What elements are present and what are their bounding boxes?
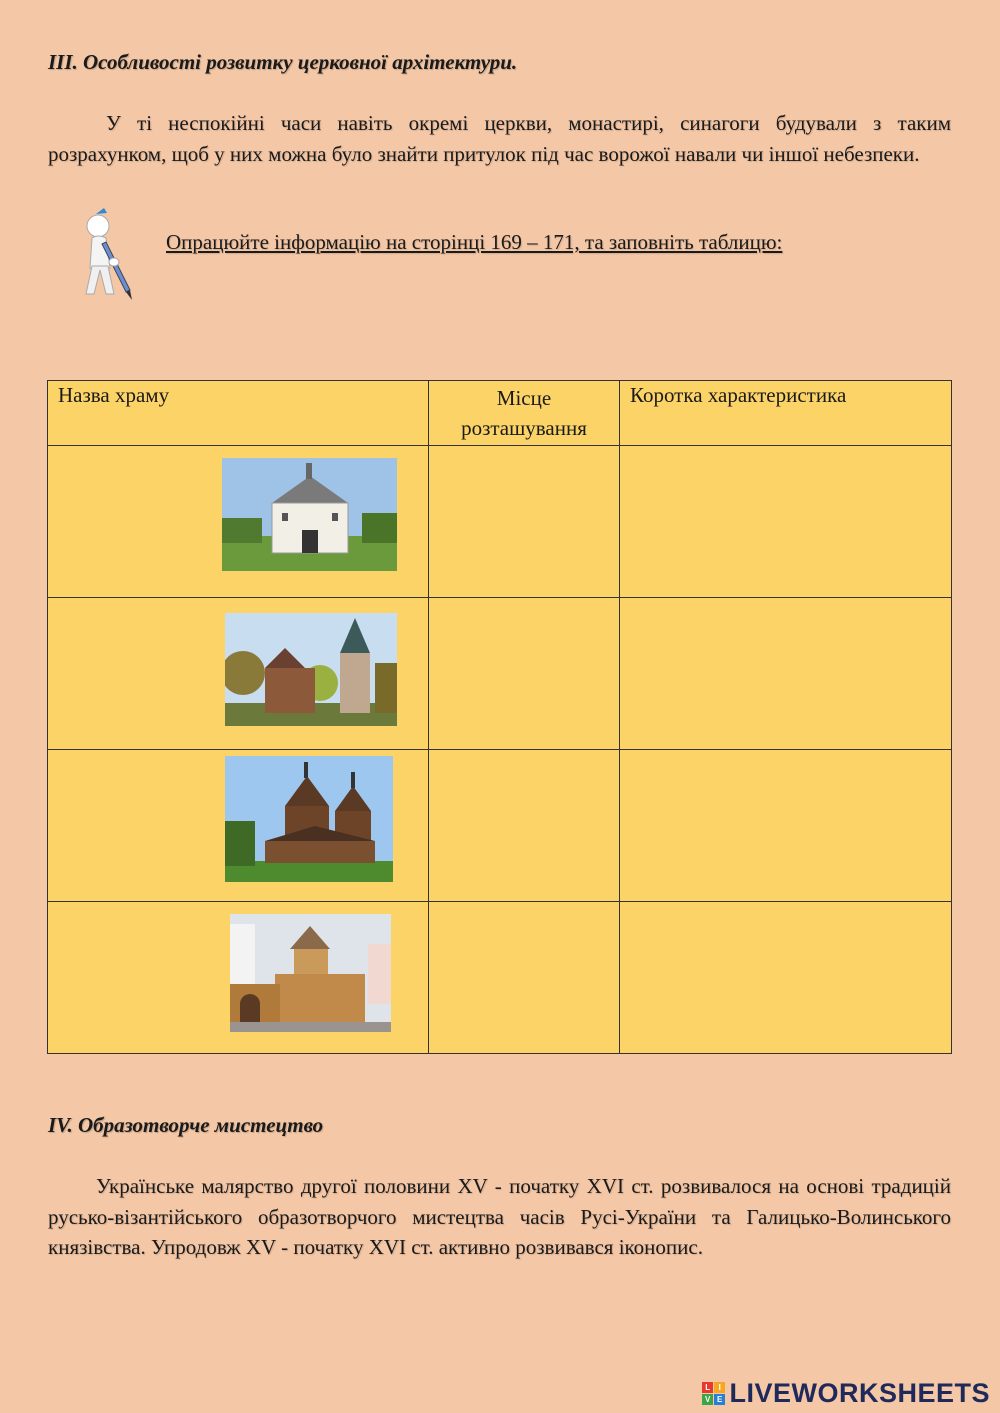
- task-instruction: Опрацюйте інформацію на сторінці 169 – 171, та заповніть таблицю:: [166, 230, 783, 254]
- section-4-paragraph: Українське малярство другої половини XV - початку XVI ст. розвивалося на основі традицій русько-візантійського образотворчого мистецтва часів Русі-України та Галицько-Волинського князівства. Упродовж XV - початку XVI ст. активно розвивався іконопис.: [48, 1174, 951, 1259]
- fortified-white-church-photo: [222, 458, 397, 571]
- description-cell[interactable]: [620, 598, 952, 750]
- name-cell[interactable]: [48, 598, 429, 750]
- header-name: Назва храму: [48, 381, 429, 446]
- churches-table: [47, 380, 952, 1054]
- wooden-church-photo: [225, 756, 393, 882]
- table-row: [48, 902, 952, 1054]
- table-row: [48, 598, 952, 750]
- location-cell[interactable]: [429, 446, 620, 598]
- table-header-row: [48, 381, 952, 446]
- logo-text: LIVEWORKSHEETS: [729, 1377, 990, 1408]
- description-cell[interactable]: [620, 902, 952, 1054]
- liveworksheets-logo: [702, 1379, 990, 1407]
- table-row: [48, 446, 952, 598]
- description-cell[interactable]: [620, 446, 952, 598]
- pencil-figure-icon: [72, 208, 142, 308]
- gothic-church-with-spire-photo: [225, 613, 397, 726]
- armenian-cathedral-photo: [230, 914, 391, 1032]
- name-cell[interactable]: [48, 446, 429, 598]
- name-cell[interactable]: [48, 902, 429, 1054]
- description-cell[interactable]: [620, 750, 952, 902]
- section-4-heading: IV. Образотворче мистецтво: [48, 1113, 324, 1137]
- section-3-heading: III. Особливості розвитку церковної архітектури.: [48, 50, 518, 74]
- table-row: [48, 750, 952, 902]
- header-location: Місце розташування: [429, 381, 620, 446]
- section-3-paragraph: У ті неспокійні часи навіть окремі церкви, монастирі, синагоги будували з таким розрахунком, щоб у них можна було знайти притулок під час ворожої навали чи іншої небезпеки.: [48, 111, 951, 166]
- location-cell[interactable]: [429, 902, 620, 1054]
- location-cell[interactable]: [429, 750, 620, 902]
- live-logo-icon: L I V E: [702, 1382, 725, 1405]
- name-cell[interactable]: [48, 750, 429, 902]
- location-cell[interactable]: [429, 598, 620, 750]
- header-description: Коротка характеристика: [620, 381, 952, 446]
